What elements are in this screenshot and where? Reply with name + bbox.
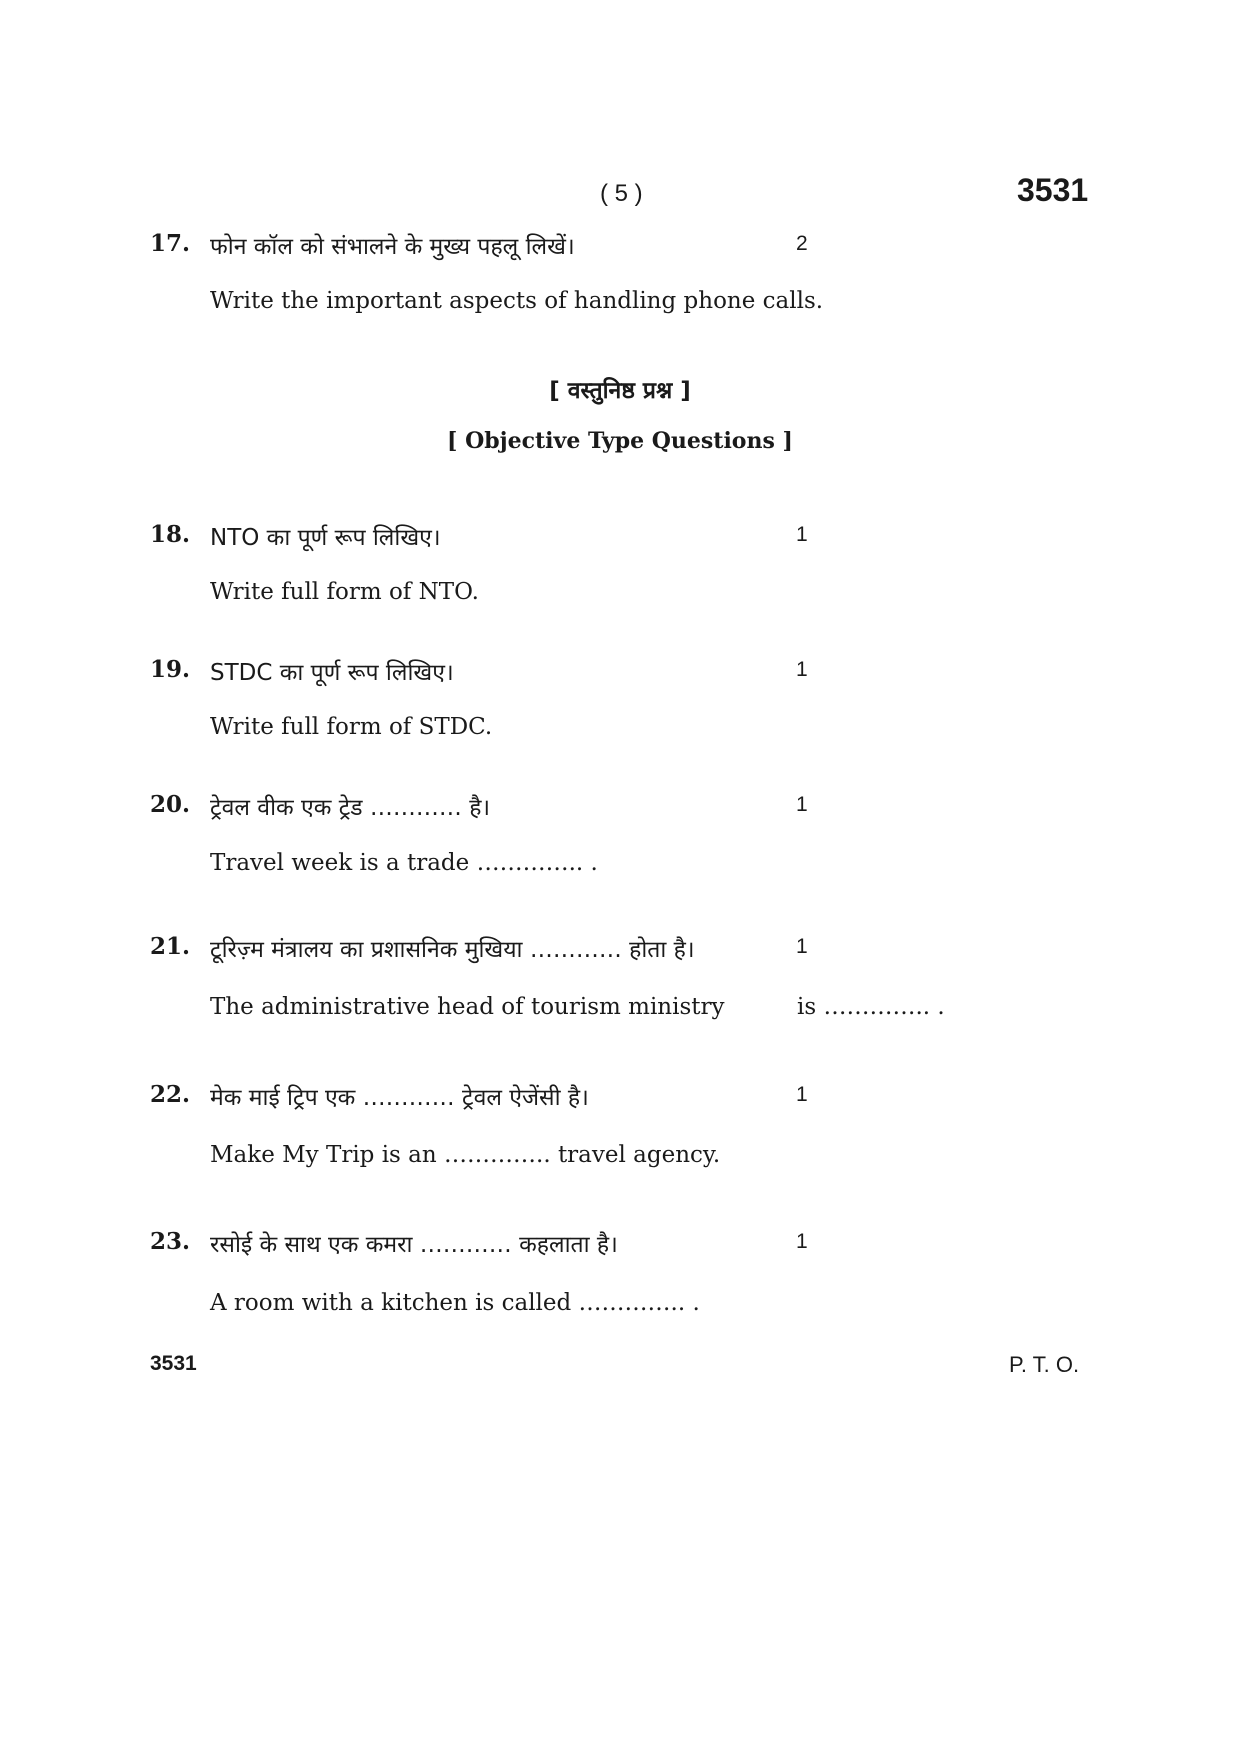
question-number: 21.: [150, 933, 191, 960]
section-title-hindi: [ वस्तुनिष्ठ प्रश्न ]: [549, 378, 691, 404]
question-number: 23.: [150, 1228, 191, 1255]
question-text-hindi: टूरिज़्म मंत्रालय का प्रशासनिक मुखिया ………… होता है।: [210, 937, 695, 963]
question-text-english: The administrative head of tourism ministry: [210, 994, 725, 1020]
question-number: 22.: [150, 1081, 191, 1108]
question-text-english: Write full form of NTO.: [210, 579, 479, 605]
section-title-english: [ Objective Type Questions ]: [447, 428, 793, 454]
question-number: 20.: [150, 791, 191, 818]
paper-code-header: 3531: [1017, 172, 1089, 208]
pto-label: P. T. O.: [1009, 1352, 1080, 1377]
question-number: 17.: [150, 230, 191, 257]
question-marks: 1: [796, 658, 808, 681]
question-marks: 1: [796, 1230, 808, 1253]
question-text-hindi: NTO का पूर्ण रूप लिखिए।: [210, 525, 441, 551]
question-text-hindi: ट्रेवल वीक एक ट्रेड ………… है।: [210, 795, 491, 821]
question-number: 19.: [150, 656, 191, 683]
question-text-hindi: रसोई के साथ एक कमरा ………… कहलाता है।: [210, 1232, 618, 1258]
question-text-hindi: फोन कॉल को संभालने के मुख्य पहलू लिखें।: [210, 234, 575, 260]
question-number: 18.: [150, 521, 191, 548]
question-marks: 2: [796, 232, 808, 255]
question-text-hindi: मेक माई ट्रिप एक ………… ट्रेवल ऐजेंसी है।: [210, 1085, 589, 1111]
question-text-english: Write full form of STDC.: [210, 714, 493, 740]
question-text-english: Write the important aspects of handling phone calls.: [210, 288, 824, 314]
question-text-english: Travel week is a trade ………….. .: [210, 850, 598, 876]
question-marks: 1: [796, 523, 808, 546]
question-text-hindi: STDC का पूर्ण रूप लिखिए।: [210, 660, 454, 686]
paper-code-footer: 3531: [150, 1352, 197, 1375]
question-text-english: A room with a kitchen is called ………….. .: [210, 1290, 700, 1316]
question-marks: 1: [796, 935, 808, 958]
question-text-english: Make My Trip is an ………….. travel agency.: [210, 1142, 721, 1168]
page-number: ( 5 ): [600, 180, 643, 207]
question-marks: 1: [796, 1083, 808, 1106]
question-marks: 1: [796, 793, 808, 816]
question-text-english-tail: is ………….. .: [797, 994, 945, 1020]
